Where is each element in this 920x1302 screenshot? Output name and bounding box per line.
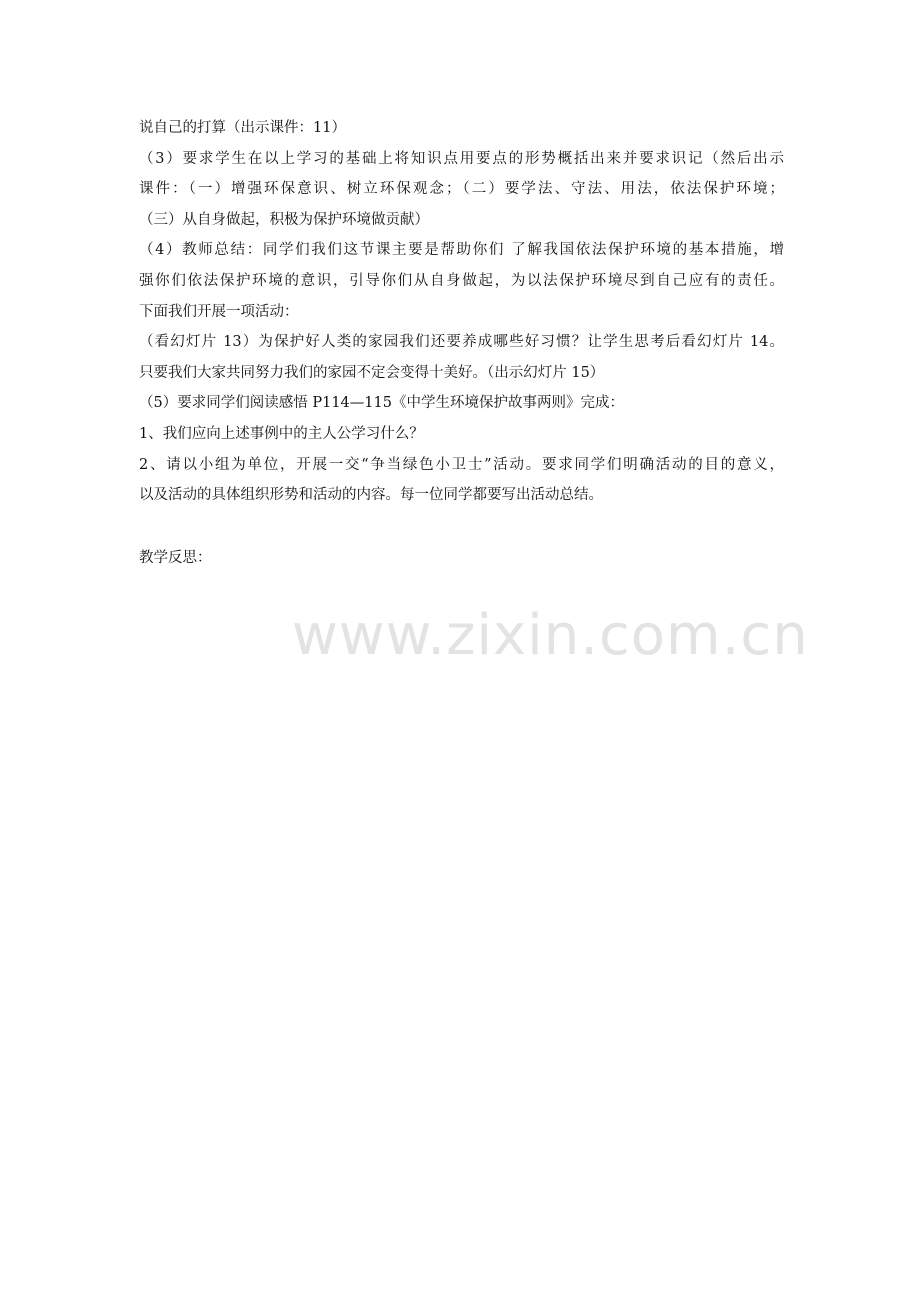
- paragraph-line-9: 只要我们大家共同努力我们的家园不定会变得十美好。（出示幻灯片 15）: [139, 364, 605, 381]
- paragraph-line-11: 1、我们应向上述事例中的主人公学习什么？: [139, 425, 424, 442]
- spacer: [139, 516, 784, 548]
- paragraph-line-5: （4）教师总结：同学们我们这节课主要是帮助你们 了解我国依法保护环境的基本措施，增: [139, 242, 784, 259]
- watermark: www.zixin.com.cn: [292, 603, 809, 668]
- reflection-heading: 教学反思：: [139, 549, 212, 566]
- paragraph-line-4: （三）从自身做起，积极为保护环境做贡献）: [139, 211, 429, 228]
- paragraph-line-8: （看幻灯片 13）为保护好人类的家园我们还要养成哪些好习惯？让学生思考后看幻灯片 14。: [139, 334, 784, 351]
- paragraph-line-6: 强你们依法保护环境的意识，引导你们从自身做起，为以法保护环境尽到自己应有的责任。: [139, 272, 784, 289]
- paragraph-line-12: 2、请以小组为单位，开展一交“争当绿色小卫士”活动。要求同学们明确活动的目的意义，: [139, 456, 784, 473]
- paragraph-line-1: 说自己的打算（出示课件：11）: [139, 120, 346, 136]
- paragraph-line-7: 下面我们开展一项活动：: [139, 303, 299, 320]
- document-body: [139, 118, 784, 578]
- paragraph-line-3: 课件：（一）增强环保意识、树立环保观念；（二）要学法、守法、用法，依法保护环境；: [139, 181, 784, 198]
- paragraph-line-10: （5）要求同学们阅读感悟 P114—115《中学生环境保护故事两则》完成：: [139, 395, 624, 412]
- paragraph-line-13: 以及活动的具体组织形势和活动的内容。每一位同学都要写出活动总结。: [139, 487, 603, 504]
- paragraph-line-2: （3）要求学生在以上学习的基础上将知识点用要点的形势概括出来并要求识记（然后出示: [139, 150, 784, 167]
